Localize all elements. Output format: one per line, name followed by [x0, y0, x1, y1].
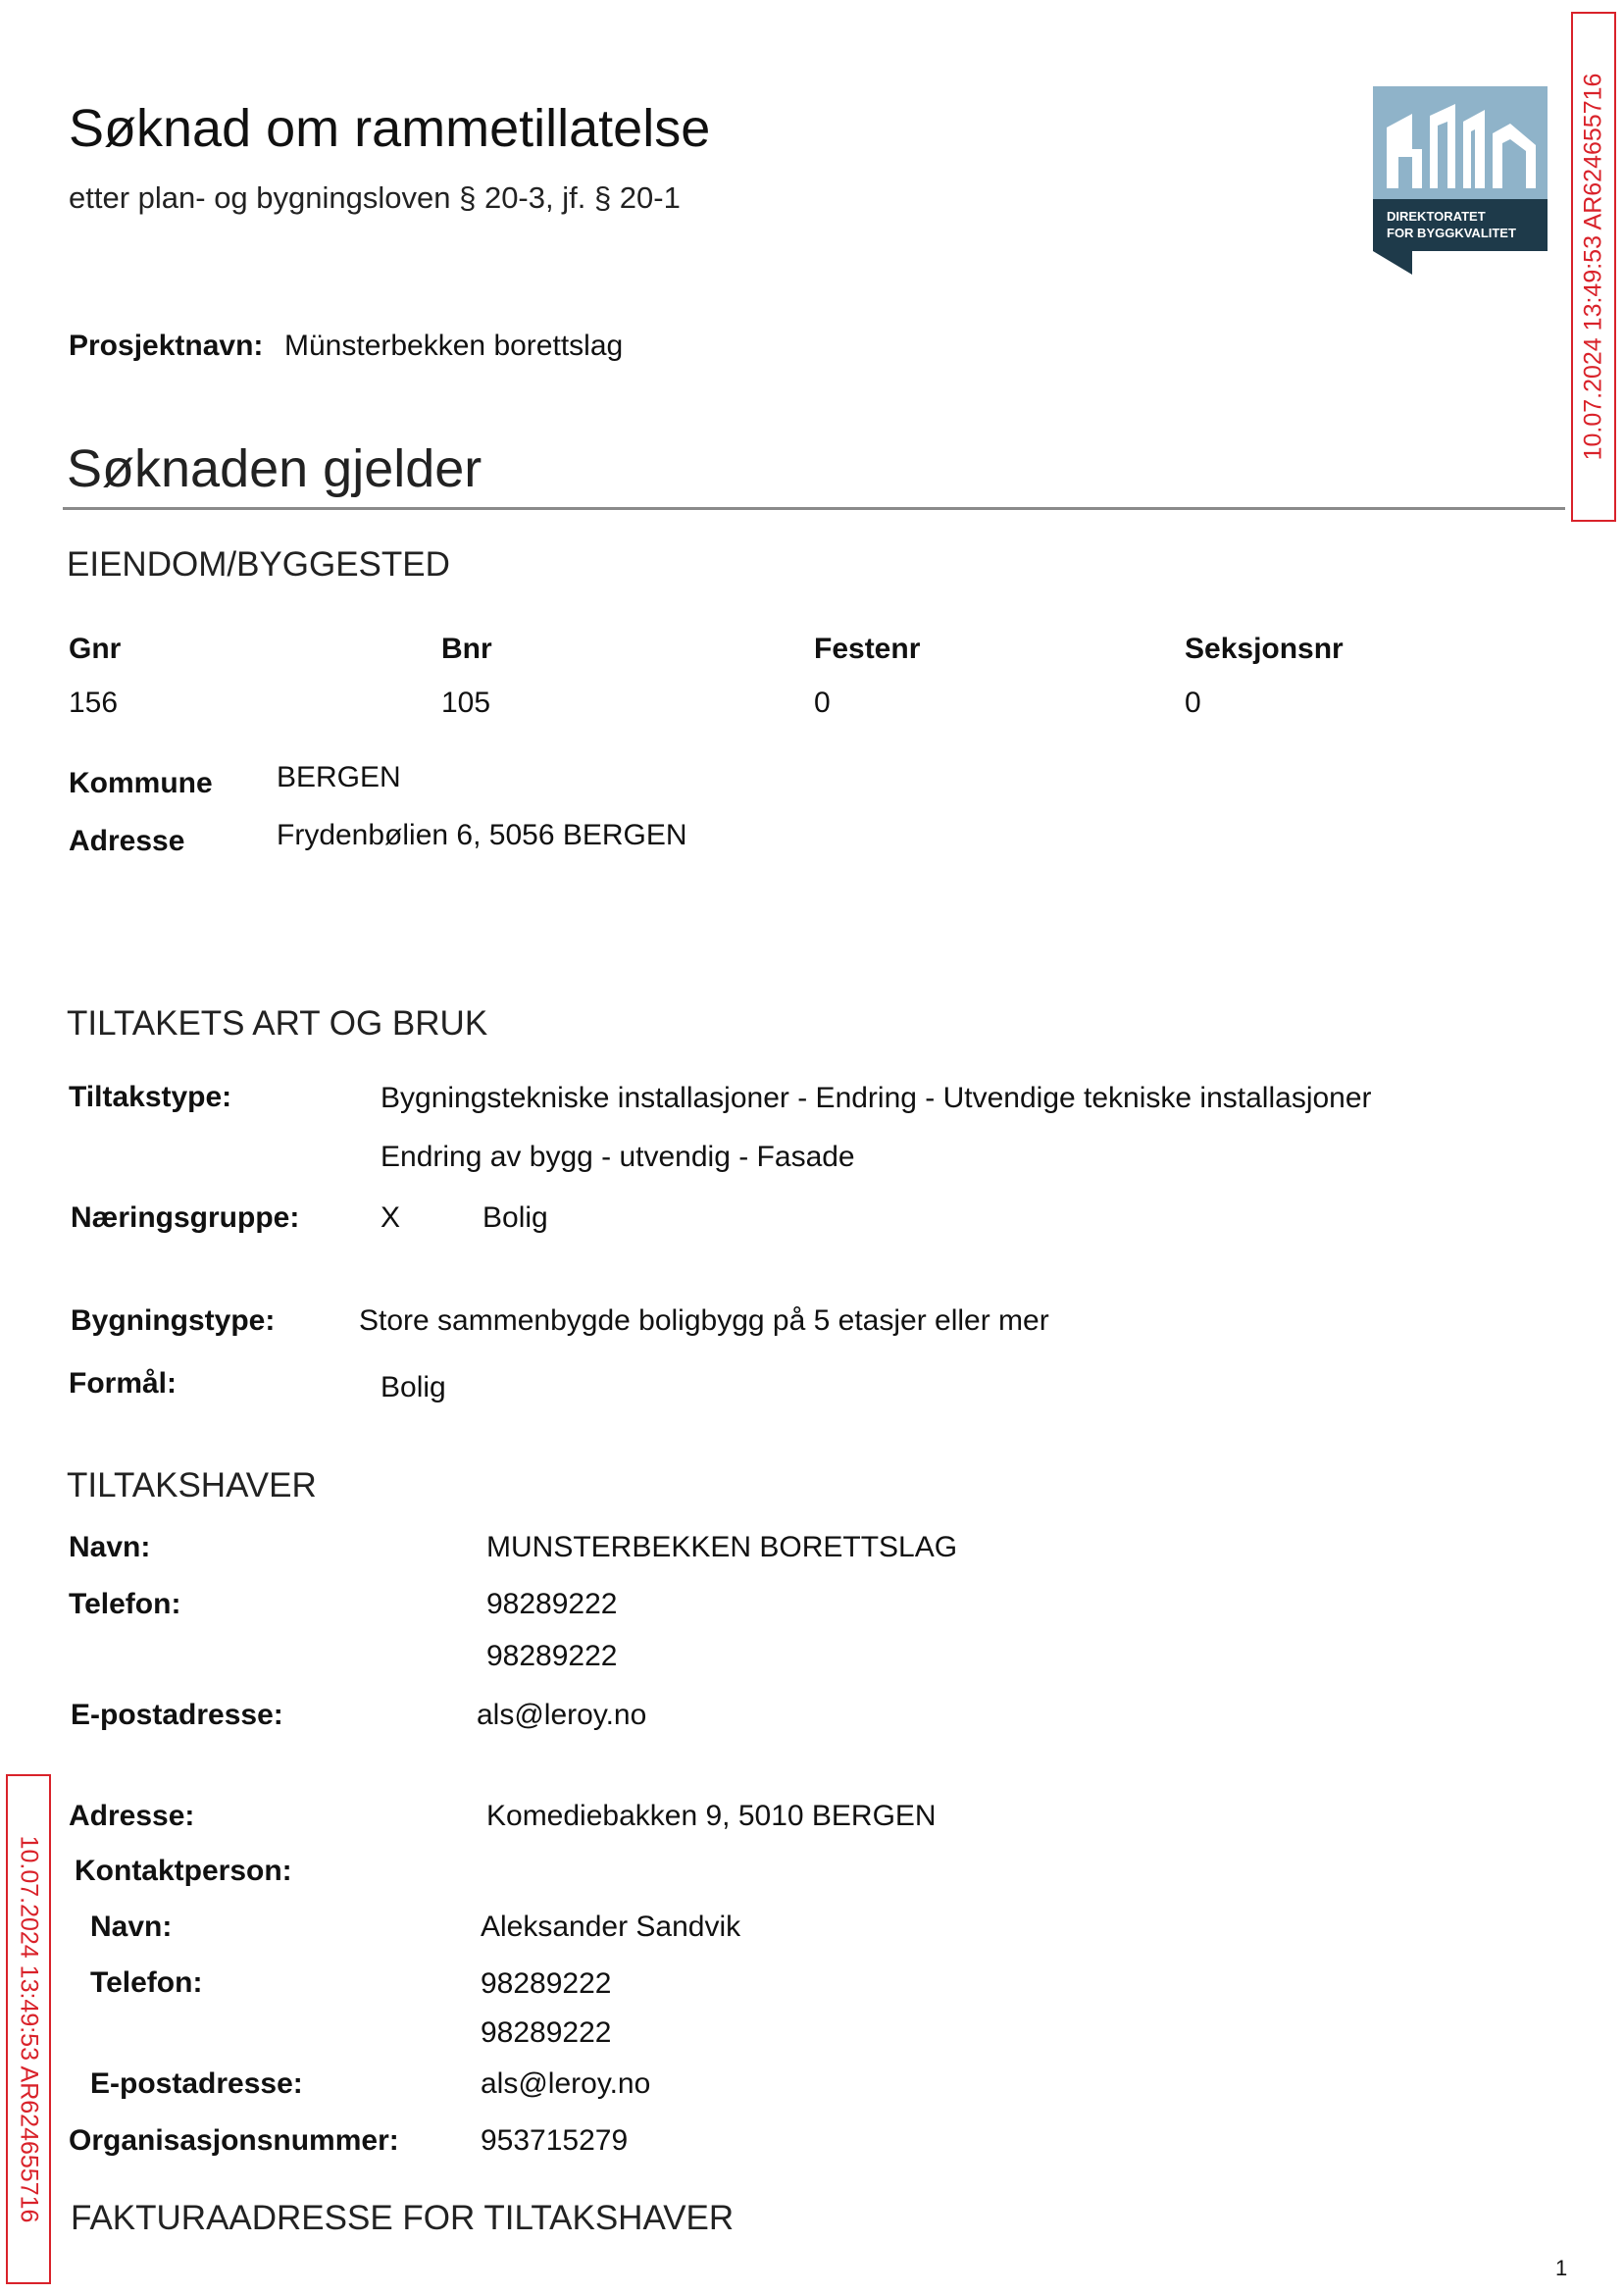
purpose-label: Formål: [69, 1367, 178, 1400]
owner-name-label: Navn: [69, 1531, 151, 1563]
timestamp-stamp-right [1571, 12, 1616, 522]
contact-name-label: Navn: [90, 1911, 173, 1943]
festenr-label: Festenr [814, 633, 921, 665]
owner-email-label: E-postadresse: [71, 1699, 283, 1731]
timestamp-text: 10.07.2024 13:49:53 AR624655716 [1579, 73, 1607, 461]
measure-type-value-1: Bygningstekniske installasjoner - Endring - Utvendige tekniske installasjoner [381, 1082, 1372, 1114]
project-name-label: Prosjektnavn: [69, 330, 264, 362]
owner-address-label: Adresse: [69, 1800, 195, 1832]
logo-text-line2: FOR BYGGKVALITET [1387, 226, 1516, 240]
project-name-value: Münsterbekken borettslag [284, 330, 624, 362]
owner-heading: TILTAKSHAVER [67, 1466, 317, 1504]
contact-phone-value-2: 98289222 [481, 2016, 612, 2049]
address-label: Adresse [69, 825, 185, 857]
building-type-label: Bygningstype: [71, 1304, 276, 1337]
contact-name-value: Aleksander Sandvik [481, 1911, 741, 1943]
gnr-label: Gnr [69, 633, 122, 665]
owner-phone-value-1: 98289222 [486, 1588, 618, 1620]
seksjonsnr-value: 0 [1185, 687, 1201, 719]
municipality-value: BERGEN [277, 761, 401, 793]
bnr-label: Bnr [441, 633, 492, 665]
contact-phone-label: Telefon: [90, 1966, 203, 1999]
purpose-value: Bolig [381, 1371, 446, 1403]
dibk-logo [1373, 86, 1548, 275]
festenr-value: 0 [814, 687, 831, 719]
measure-heading: TILTAKETS ART OG BRUK [67, 1004, 488, 1043]
document-title: Søknad om rammetillatelse [69, 99, 711, 158]
owner-email-value: als@leroy.no [477, 1699, 647, 1731]
contact-person-label: Kontaktperson: [75, 1855, 292, 1887]
contact-email-label: E-postadresse: [90, 2067, 303, 2100]
timestamp-text: 10.07.2024 13:49:53 AR624655716 [15, 1835, 43, 2223]
measure-type-value-2: Endring av bygg - utvendig - Fasade [381, 1141, 855, 1173]
municipality-label: Kommune [69, 767, 213, 799]
application-heading: Søknaden gjelder [67, 439, 482, 498]
bnr-value: 105 [441, 687, 491, 719]
owner-phone-value-2: 98289222 [486, 1640, 618, 1672]
industry-group-value: Bolig [482, 1201, 548, 1234]
industry-group-label: Næringsgruppe: [71, 1201, 300, 1234]
address-value: Frydenbølien 6, 5056 BERGEN [277, 819, 687, 851]
org-number-value: 953715279 [481, 2124, 629, 2157]
owner-name-value: MUNSTERBEKKEN BORETTSLAG [486, 1531, 958, 1563]
building-type-value: Store sammenbygde boligbygg på 5 etasjer eller mer [359, 1304, 1049, 1337]
timestamp-stamp-left [6, 1774, 51, 2284]
industry-group-code: X [381, 1201, 401, 1234]
property-heading: EIENDOM/BYGGESTED [67, 545, 450, 584]
gnr-value: 156 [69, 687, 119, 719]
document-subtitle: etter plan- og bygningsloven § 20-3, jf. § 20-1 [69, 180, 681, 215]
seksjonsnr-label: Seksjonsnr [1185, 633, 1344, 665]
measure-type-label: Tiltakstype: [69, 1081, 232, 1113]
owner-address-value: Komediebakken 9, 5010 BERGEN [486, 1800, 937, 1832]
contact-email-value: als@leroy.no [481, 2067, 651, 2100]
owner-phone-label: Telefon: [69, 1588, 181, 1620]
page-number: 1 [1555, 2256, 1568, 2280]
billing-heading: FAKTURAADRESSE FOR TILTAKSHAVER [71, 2199, 735, 2237]
org-number-label: Organisasjonsnummer: [69, 2124, 399, 2157]
contact-phone-value-1: 98289222 [481, 1967, 612, 2000]
heading-divider [63, 507, 1565, 510]
logo-text-line1: DIREKTORATET [1387, 209, 1486, 224]
